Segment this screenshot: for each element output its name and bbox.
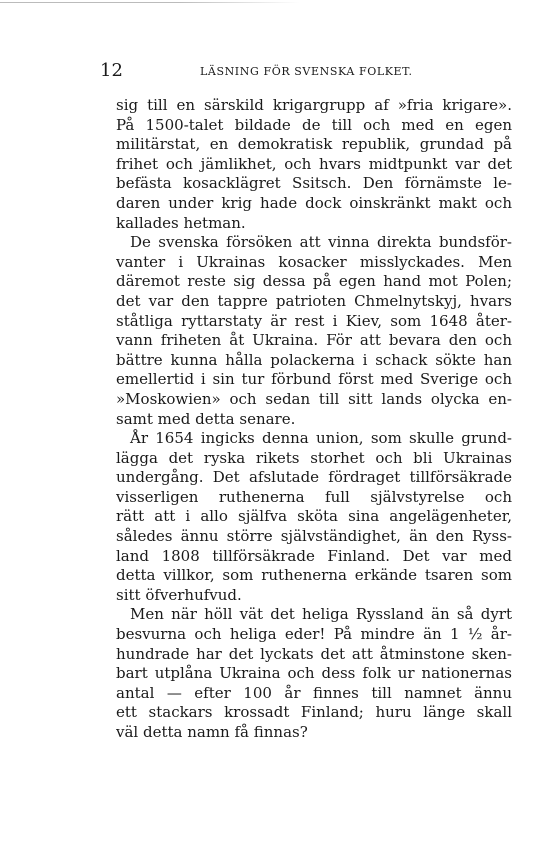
running-head: LÄSNING FÖR SVENSKA FOLKET.: [200, 65, 413, 78]
text-line: frihet och jämlikhet, och hvars midtpunkt var det: [116, 154, 512, 173]
page-number: 12: [100, 60, 123, 81]
text-line: De svenska försöken att vinna direkta bundsför-: [130, 233, 512, 252]
text-line: visserligen ruthenerna full självstyrelse och: [116, 487, 512, 506]
text-line: land 1808 tillförsäkrade Finland. Det var med: [116, 546, 512, 565]
text-line: År 1654 ingicks denna union, som skulle grund-: [130, 429, 512, 448]
text-line: det var den tappre patrioten Chmelnytskyj, hvars: [116, 291, 512, 310]
text-line: »Moskowien» och sedan till sitt lands olycka en-: [116, 389, 512, 408]
text-line: På 1500-talet bildade de till och med en egen: [116, 115, 512, 134]
text-line: bart utplåna Ukraina och dess folk ur nationernas: [116, 664, 512, 683]
text-line: ståtliga ryttarstaty är rest i Kiev, som 1648 åter-: [116, 311, 512, 330]
text-line: militärstat, en demokratisk republik, grundad på: [116, 135, 512, 154]
text-line: sitt öfverhufvud.: [116, 585, 242, 604]
text-line: detta villkor, som ruthenerna erkände tsaren som: [116, 566, 512, 585]
text-line: sig till en särskild krigargrupp af »fria krigare».: [116, 96, 512, 114]
text-line: däremot reste sig dessa på egen hand mot Polen;: [116, 272, 512, 291]
text-line: antal — efter 100 år finnes till namnet ännu: [116, 683, 512, 702]
text-line: vanter i Ukrainas kosacker misslyckades. Men: [116, 252, 512, 271]
text-line: samt med detta senare.: [116, 409, 296, 428]
text-line: kallades hetman.: [116, 213, 246, 232]
text-line: rätt att i allo själfva sköta sina angelägenheter,: [116, 507, 512, 526]
text-line: således ännu större självständighet, än den Ryss-: [116, 527, 512, 546]
text-line: vann friheten åt Ukraina. För att bevara den och: [116, 331, 512, 350]
text-line: hundrade har det lyckats det att åtminstone sken-: [116, 644, 512, 663]
text-line: ett stackars krossadt Finland; huru länge skall: [116, 703, 512, 722]
text-line: bättre kunna hålla polackerna i schack sökte han: [116, 350, 512, 369]
text-line: Men när höll vät det heliga Ryssland än så dyrt: [130, 605, 512, 624]
text-line: emellertid i sin tur förbund först med Sverige och: [116, 370, 512, 389]
text-line: daren under krig hade dock oinskränkt makt och: [116, 193, 512, 212]
text-line: befästa kosacklägret Ssitsch. Den förnämste le-: [116, 174, 512, 193]
text-line: besvurna och heliga eder! På mindre än 1 ½ år-: [116, 625, 512, 644]
page-top-rule: [0, 2, 300, 3]
text-line: lägga det ryska rikets storhet och bli Ukrainas: [116, 448, 512, 467]
text-line: väl detta namn få finnas?: [116, 723, 308, 741]
text-line: undergång. Det afslutade fördraget tillförsäkrade: [116, 468, 512, 487]
body-text: [116, 96, 512, 743]
page-header: [100, 60, 520, 84]
